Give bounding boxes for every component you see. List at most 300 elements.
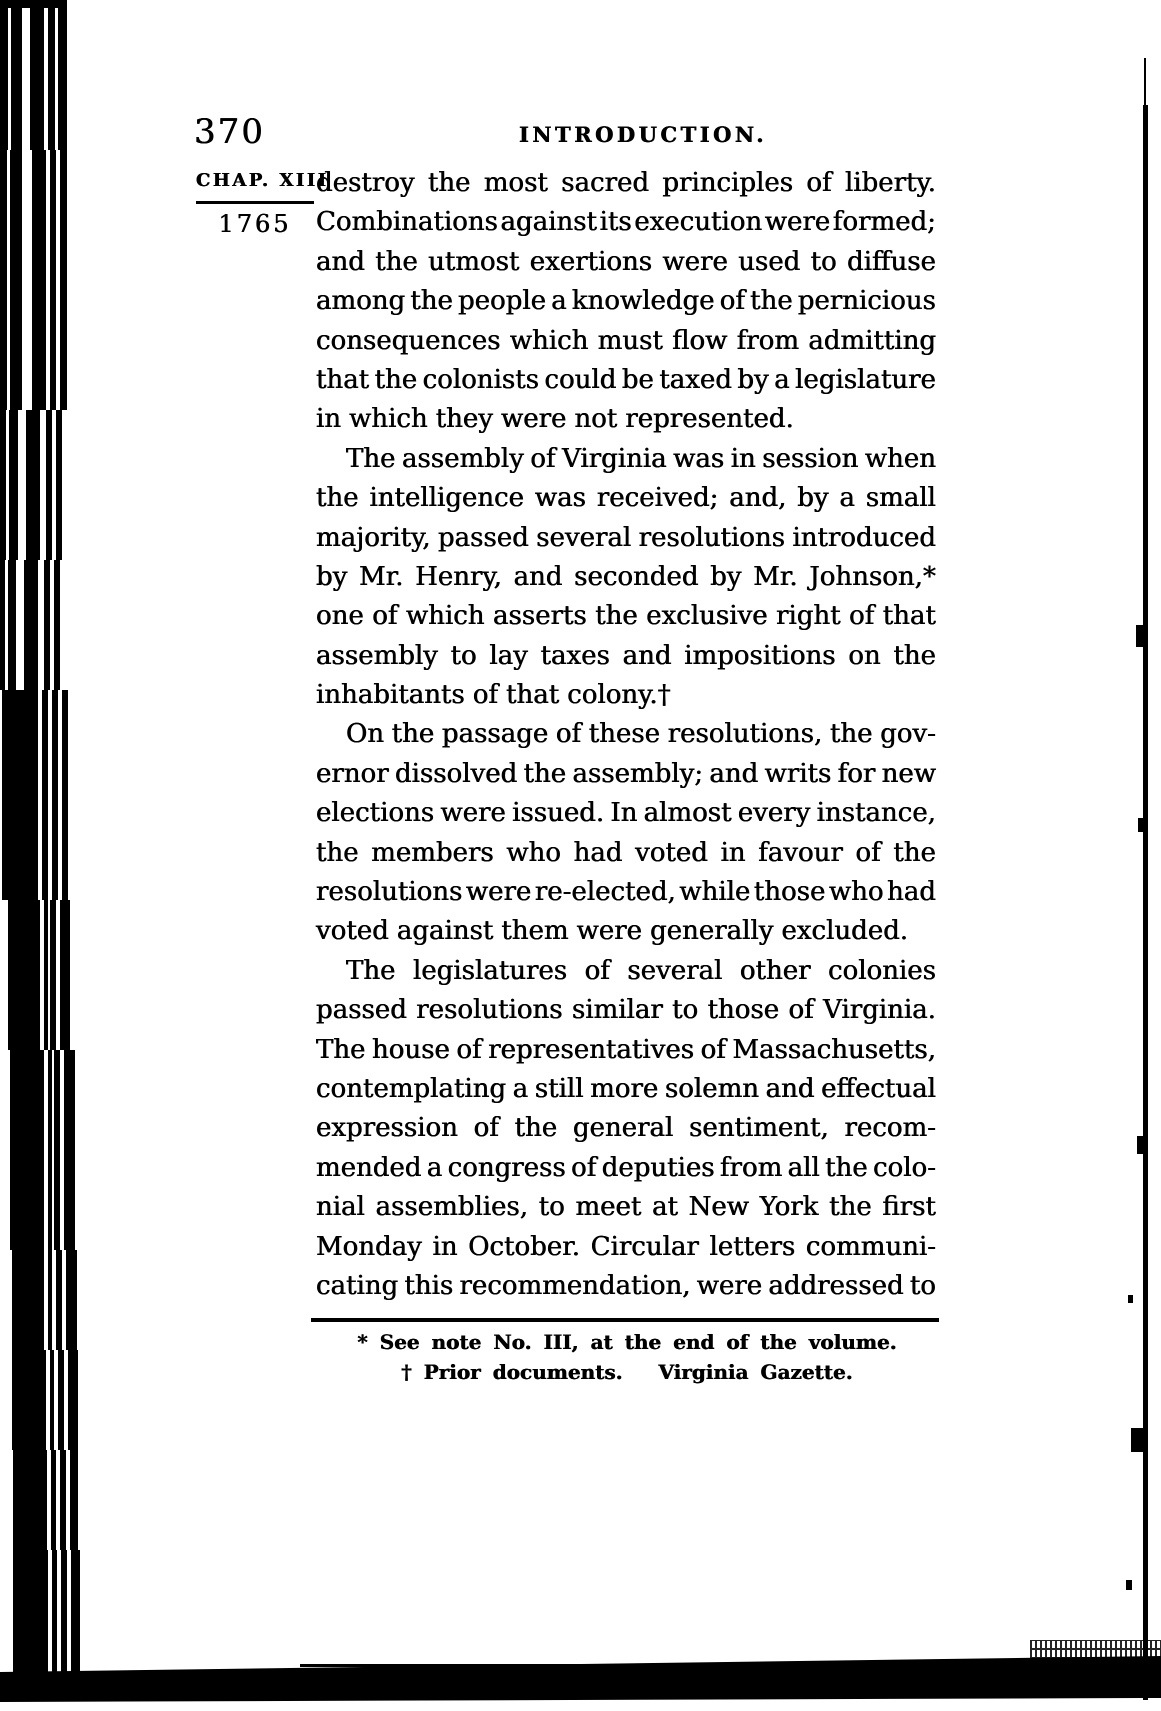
- word: against: [500, 207, 597, 238]
- word: the: [829, 1192, 872, 1223]
- word: Monday: [316, 1231, 422, 1262]
- scan-artifact: [44, 900, 48, 1050]
- scan-artifact: [56, 410, 62, 560]
- word: voted: [635, 837, 708, 868]
- scan-artifact: [24, 560, 38, 690]
- word: passed: [316, 995, 407, 1026]
- word: The: [316, 1034, 366, 1065]
- word: general: [572, 1113, 674, 1144]
- page-number: 370: [194, 112, 265, 152]
- word: the: [893, 837, 936, 868]
- word: taxes: [540, 640, 610, 671]
- word: by: [797, 483, 829, 514]
- body-line: [316, 365, 936, 404]
- word: from: [736, 325, 800, 356]
- word: of: [584, 955, 610, 986]
- word: and: [316, 246, 365, 277]
- margin-note: [196, 170, 329, 238]
- word: resolutions: [416, 995, 563, 1026]
- word: one: [316, 601, 364, 632]
- scan-artifact: [12, 1350, 46, 1450]
- word: Mr.: [753, 561, 798, 592]
- scan-artifact: [66, 1250, 77, 1350]
- word: of: [855, 837, 881, 868]
- scan-artifact: [64, 1050, 75, 1250]
- word: mended: [316, 1152, 422, 1183]
- word: a: [512, 1073, 529, 1104]
- word: re-elected,: [534, 877, 676, 908]
- scan-artifact: [48, 1050, 52, 1250]
- word: sentiment,: [689, 1113, 829, 1144]
- scan-artifact: [0, 0, 67, 8]
- word: exclusive: [646, 601, 768, 632]
- body-line: [316, 798, 936, 837]
- word: new: [881, 758, 936, 789]
- word: the: [893, 640, 936, 671]
- body-line: [316, 641, 936, 680]
- scan-artifact: [11, 8, 22, 150]
- scan-artifact: [48, 8, 55, 150]
- body-line: [316, 444, 936, 483]
- body-line: [316, 286, 936, 325]
- word: intelligence: [369, 483, 525, 514]
- word: more: [590, 1073, 659, 1104]
- word: while: [679, 877, 751, 908]
- scan-artifact: [13, 1550, 48, 1672]
- word: be: [621, 364, 654, 395]
- word: resolutions: [316, 877, 463, 908]
- scan-artifact: [8, 560, 16, 690]
- word: several: [536, 522, 632, 553]
- body-line: [316, 877, 936, 916]
- word: legislatures: [412, 955, 568, 986]
- scan-artifact: [13, 1450, 47, 1550]
- word: house: [372, 1034, 450, 1065]
- body-line: [316, 523, 936, 562]
- word: Massachusetts,: [732, 1034, 936, 1065]
- word: seconded: [574, 561, 699, 592]
- word: impositions: [684, 640, 836, 671]
- word: and: [513, 561, 563, 592]
- body-line: [316, 1074, 936, 1113]
- scan-artifact: [48, 1250, 52, 1350]
- footnotes: [316, 1327, 938, 1387]
- body-line: [316, 916, 936, 955]
- word: still: [534, 1073, 584, 1104]
- word: colony.†: [567, 680, 671, 711]
- scan-artifact: [10, 150, 22, 410]
- word: the: [523, 758, 567, 789]
- word: letters: [709, 1231, 796, 1262]
- word: dissolved: [394, 758, 518, 789]
- word: principles: [662, 168, 794, 198]
- word: were: [764, 207, 831, 238]
- word: assembly;: [572, 758, 704, 789]
- word: a: [426, 1152, 443, 1183]
- year-label: 1765: [218, 210, 292, 238]
- word: issued.: [512, 798, 605, 829]
- scan-artifact: [71, 1550, 80, 1672]
- word: October.: [468, 1231, 581, 1262]
- word: right: [776, 601, 841, 632]
- word: a: [551, 286, 567, 317]
- word: in: [730, 443, 756, 474]
- word: these: [588, 719, 661, 750]
- word: liberty.: [844, 168, 936, 198]
- word: the: [750, 286, 793, 317]
- word: of: [530, 443, 556, 474]
- scan-artifact: [42, 690, 48, 900]
- word: in: [720, 837, 746, 868]
- word: of: [788, 995, 814, 1026]
- word: them: [501, 916, 569, 947]
- scan-artifact: [1136, 625, 1146, 647]
- body-line: [316, 404, 936, 443]
- word: The: [346, 443, 396, 474]
- word: contemplating: [316, 1073, 507, 1104]
- word: recommendation,: [459, 1270, 691, 1301]
- word: in: [432, 1231, 458, 1262]
- word: recom-: [844, 1113, 936, 1144]
- body-line: [316, 1113, 936, 1152]
- body-text: [316, 168, 936, 1310]
- body-line: [316, 759, 936, 798]
- word: that: [882, 601, 936, 632]
- scan-artifact: [60, 150, 67, 410]
- scan-artifact: [46, 410, 52, 560]
- word: to: [909, 1270, 936, 1301]
- word: who: [506, 837, 561, 868]
- scan-artifact: [70, 1450, 78, 1550]
- word: by: [737, 364, 769, 395]
- word: first: [882, 1192, 936, 1223]
- word: of: [700, 1034, 726, 1065]
- body-line: [316, 956, 936, 995]
- body-line: [316, 207, 936, 246]
- scan-artifact: [32, 150, 46, 410]
- scan-artifact: [60, 900, 70, 1050]
- word: colonies: [828, 955, 936, 986]
- scan-artifact: [1128, 1295, 1133, 1303]
- word: the: [514, 1113, 558, 1144]
- word: Henry,: [415, 561, 502, 592]
- word: colonists: [422, 364, 540, 395]
- scan-artifact: [1126, 1580, 1132, 1590]
- word: the: [374, 364, 418, 395]
- word: admitting: [808, 325, 936, 356]
- word: consequences: [316, 325, 501, 356]
- scan-artifact: [10, 1050, 44, 1250]
- body-line: [316, 562, 936, 601]
- word: were: [440, 798, 506, 829]
- scan-artifact: [54, 1050, 60, 1250]
- body-line: [316, 247, 936, 286]
- scan-artifact: [1143, 105, 1148, 1700]
- scan-artifact: [44, 560, 50, 690]
- body-line: [316, 1271, 936, 1310]
- word: represented.: [625, 404, 794, 435]
- scan-artifact: [0, 8, 8, 150]
- word: the: [595, 601, 638, 632]
- word: were: [696, 1270, 763, 1301]
- word: sacred: [561, 168, 650, 198]
- word: execution: [634, 207, 763, 238]
- word: when: [864, 443, 936, 474]
- word: of: [806, 168, 832, 198]
- word: were: [465, 877, 532, 908]
- body-line: [316, 1192, 936, 1231]
- word: of: [719, 286, 745, 317]
- word: its: [599, 207, 632, 238]
- word: used: [738, 246, 801, 277]
- word: solemn: [664, 1073, 759, 1104]
- scan-artifact: [50, 1350, 54, 1450]
- word: those: [753, 877, 826, 908]
- scan-artifact: [0, 410, 6, 560]
- word: formed;: [832, 207, 936, 238]
- word: small: [865, 483, 936, 514]
- word: for: [837, 758, 876, 789]
- word: flow: [672, 325, 728, 356]
- word: The: [346, 955, 396, 986]
- scan-artifact: [1137, 1136, 1145, 1154]
- body-line: [316, 1232, 936, 1271]
- word: at: [652, 1192, 678, 1223]
- word: several: [627, 955, 723, 986]
- footnote-rule: [311, 1318, 939, 1322]
- word: which: [349, 404, 428, 435]
- word: and: [622, 640, 672, 671]
- word: York: [759, 1192, 819, 1223]
- body-line: [316, 601, 936, 640]
- scan-artifact: [51, 1450, 56, 1550]
- word: the: [316, 837, 359, 868]
- body-line: [316, 719, 936, 758]
- word: could: [544, 364, 617, 395]
- word: assembly: [316, 640, 438, 671]
- word: legislature: [795, 364, 936, 395]
- word: a: [774, 364, 790, 395]
- word: those: [707, 995, 780, 1026]
- word: in: [316, 404, 342, 435]
- word: introduced: [792, 522, 936, 553]
- word: Circular: [590, 1231, 699, 1262]
- word: the: [391, 719, 435, 750]
- word: the: [375, 246, 418, 277]
- word: passage: [441, 719, 549, 750]
- word: most: [483, 168, 548, 198]
- word: generally: [650, 916, 774, 947]
- word: people: [458, 286, 547, 317]
- word: nial: [316, 1192, 365, 1223]
- word: was: [534, 483, 586, 514]
- scan-artifact: [58, 1350, 64, 1450]
- word: exertions: [529, 246, 653, 277]
- word: and: [765, 1073, 815, 1104]
- word: had: [573, 837, 623, 868]
- body-line: [316, 995, 936, 1034]
- word: lay: [489, 640, 528, 671]
- word: to: [810, 246, 837, 277]
- word: assembly: [401, 443, 524, 474]
- word: of: [472, 680, 499, 711]
- scan-artifact: [8, 900, 40, 1050]
- word: On: [346, 719, 385, 750]
- word: by: [710, 561, 742, 592]
- scan-artifact: [50, 900, 56, 1050]
- word: of: [555, 719, 582, 750]
- word: knowledge: [571, 286, 715, 317]
- body-line: [316, 326, 936, 365]
- word: were: [500, 404, 567, 435]
- word: diffuse: [847, 246, 936, 277]
- word: majority,: [316, 522, 431, 553]
- word: writs: [764, 758, 832, 789]
- word: excluded.: [781, 916, 909, 947]
- word: that: [316, 364, 370, 395]
- chapter-label: CHAP. XIII: [196, 170, 329, 191]
- word: congress: [447, 1152, 566, 1183]
- scan-artifact: [1138, 818, 1145, 832]
- word: inhabitants: [316, 680, 465, 711]
- word: members: [371, 837, 494, 868]
- word: were: [576, 916, 643, 947]
- word: on: [848, 640, 881, 671]
- body-line: [316, 1035, 936, 1074]
- word: utmost: [428, 246, 520, 277]
- word: which: [405, 601, 485, 632]
- word: communi-: [805, 1231, 936, 1262]
- word: by: [316, 561, 348, 592]
- scan-artifact: [0, 560, 5, 690]
- scan-artifact: [58, 8, 67, 150]
- word: deputies: [601, 1152, 715, 1183]
- scan-artifact: [68, 1350, 78, 1450]
- scan-artifact: [1144, 58, 1146, 108]
- word: resolutions: [638, 522, 786, 553]
- word: and: [709, 758, 759, 789]
- word: almost: [643, 798, 732, 829]
- scan-artifact: [62, 690, 68, 900]
- scan-artifact-noise: [1030, 1640, 1161, 1662]
- running-header: INTRODUCTION.: [519, 122, 768, 147]
- scan-artifact: [26, 410, 40, 560]
- word: cating: [316, 1270, 399, 1301]
- word: and,: [729, 483, 787, 514]
- word: asserts: [492, 601, 587, 632]
- word: of: [372, 601, 398, 632]
- word: meet: [575, 1192, 642, 1223]
- word: among: [316, 286, 406, 317]
- word: who: [828, 877, 884, 908]
- word: all: [787, 1152, 820, 1183]
- scan-artifact: [1131, 1428, 1143, 1452]
- body-line: [316, 680, 936, 719]
- word: addressed: [768, 1270, 904, 1301]
- word: to: [538, 1192, 565, 1223]
- word: elections: [316, 798, 435, 829]
- word: effectual: [821, 1073, 936, 1104]
- word: representatives: [488, 1034, 695, 1065]
- word: a: [839, 483, 855, 514]
- word: against: [396, 916, 494, 947]
- word: that: [506, 680, 560, 711]
- word: to: [672, 995, 699, 1026]
- word: had: [887, 877, 936, 908]
- scan-artifact: [30, 8, 44, 150]
- word: of: [456, 1034, 482, 1065]
- word: instance,: [816, 798, 936, 829]
- body-line: [316, 483, 936, 522]
- scan-artifact: [54, 560, 60, 690]
- word: the: [825, 1152, 868, 1183]
- footnote-line: * See note No. III, at the end of the volume.: [357, 1330, 897, 1354]
- word: not: [574, 404, 618, 435]
- word: voted: [316, 916, 389, 947]
- word: must: [597, 325, 663, 356]
- footnote-line: † Prior documents. Virginia Gazette.: [401, 1360, 853, 1384]
- margin-rule: [196, 201, 314, 204]
- word: which: [509, 325, 589, 356]
- word: received;: [596, 483, 719, 514]
- word: ernor: [316, 758, 389, 789]
- scan-artifact: [60, 1450, 66, 1550]
- word: were: [662, 246, 728, 277]
- word: of: [571, 1152, 597, 1183]
- word: Virginia: [562, 443, 667, 474]
- scan-artifact: [300, 1664, 720, 1667]
- scan-artifact: [50, 150, 56, 410]
- word: similar: [571, 995, 663, 1026]
- word: every: [737, 798, 811, 829]
- word: Johnson,*: [809, 561, 936, 592]
- word: expression: [316, 1113, 458, 1144]
- word: assemblies,: [375, 1192, 529, 1223]
- word: gov-: [880, 719, 936, 750]
- word: to: [450, 640, 477, 671]
- word: Combinations: [316, 207, 498, 238]
- body-line: [316, 1153, 936, 1192]
- scan-artifact: [52, 1550, 57, 1672]
- scan-artifact: [56, 1250, 62, 1350]
- word: was: [673, 443, 725, 474]
- word: the: [427, 168, 471, 198]
- scan-artifact: [12, 1250, 44, 1350]
- word: from: [719, 1152, 783, 1183]
- word: other: [739, 955, 811, 986]
- word: pernicious: [797, 286, 936, 317]
- scan-artifact: [61, 1550, 67, 1672]
- word: Mr.: [359, 561, 404, 592]
- word: of: [849, 601, 875, 632]
- word: In: [610, 798, 638, 829]
- word: of: [473, 1113, 499, 1144]
- word: session: [762, 443, 859, 474]
- body-line: [316, 838, 936, 877]
- word: colo-: [873, 1152, 936, 1183]
- word: the: [410, 286, 453, 317]
- word: this: [404, 1270, 454, 1301]
- word: New: [688, 1192, 750, 1223]
- word: they: [435, 404, 493, 435]
- word: Virginia.: [823, 995, 936, 1026]
- scan-artifact: [2, 690, 38, 900]
- body-line: [316, 168, 936, 207]
- word: the: [316, 483, 359, 514]
- word: resolutions,: [667, 719, 823, 750]
- word: taxed: [659, 364, 732, 395]
- scan-artifact: [0, 150, 7, 410]
